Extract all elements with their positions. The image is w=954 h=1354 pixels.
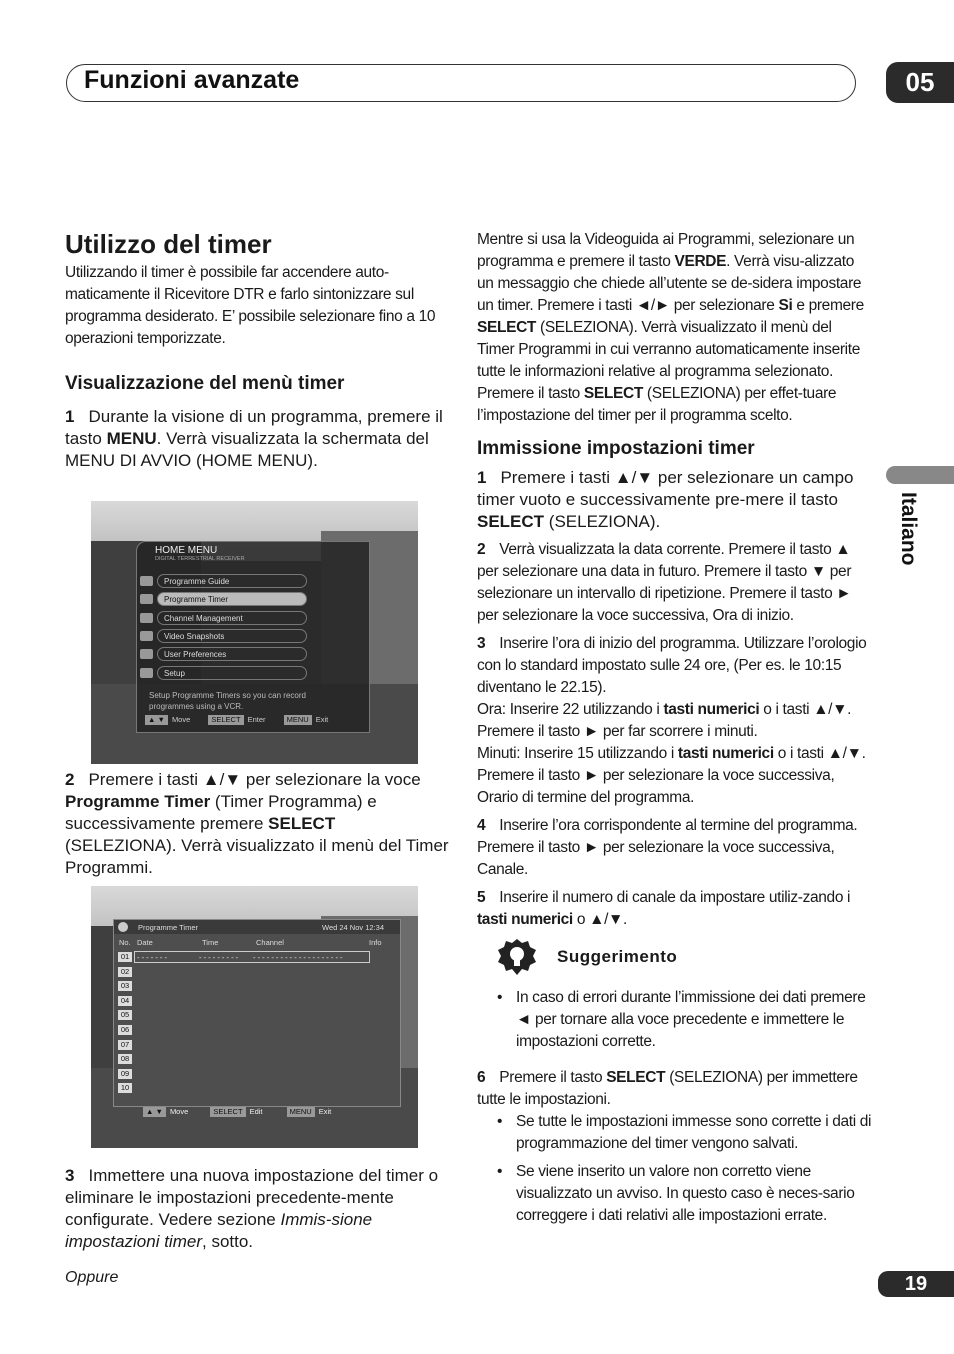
step-2: 2 Premere i tasti ▲/▼ per selezionare la voce Programme Timer (Timer Programma) e successivamente premere SELECT (SELEZIONA). Verrà visualizzato il menù del Timer Programmi. (65, 770, 449, 877)
entry-step-5: 5 Inserire il numero di canale da impostare utiliz-zando i tasti numerici o ▲/▼. (477, 889, 851, 928)
language-tab (886, 466, 954, 484)
page-number: 19 (878, 1271, 954, 1297)
timer-row-number[interactable]: 04 (118, 996, 132, 1006)
timer-columns: No. Date Time Channel Info (119, 938, 382, 947)
menu-item-icon (140, 613, 153, 623)
home-menu-subtitle: DIGITAL TERRESTRIAL RECEIVER (155, 556, 245, 562)
step-3: 3 Immettere una nuova impostazione del timer o eliminare le impostazioni precedente-mente configurate. Vedere sezione Immis-sione impostazioni timer, sotto. (65, 1166, 439, 1251)
arrow-keys-icon: ▲ ▼ (143, 1107, 166, 1117)
timer-row-1-fields[interactable]: - - - - - - - - - - - - - - - - - - - - - - - - - - - - - - - - - - - - (134, 951, 370, 963)
timer-row-number[interactable]: 06 (118, 1025, 132, 1035)
timer-header (114, 920, 400, 934)
menu-item[interactable]: Channel Management (157, 611, 307, 625)
help-text: Setup Programme Timers so you can record programmes using a VCR. (149, 691, 306, 711)
section-title: Funzioni avanzate (84, 66, 300, 94)
language-label: Italiano (897, 492, 920, 566)
entry-step-1: 1 Premere i tasti ▲/▼ per selezionare un campo timer vuoto e successivamente pre-mere il tasto SELECT (SELEZIONA). (477, 468, 854, 531)
entry-step-3: 3 Inserire l’ora di inizio del programma. Utilizzare l’orologio con lo standard impostato sulle 24 ore, (Per es. le 10:15 diventano le 22.15). Ora: Inserire 22 utilizzando i tasti numerici o i tasti ▲/▼. Premere il tasto ► per far scorrere i minuti. Minuti: Inserire 15 utilizzando i tasti numerici o i tasti ▲/▼. Premere il tasto ► per selezionare la voce successiva, Orario di termine del programma. (477, 635, 867, 806)
oppure-label: Oppure (65, 1269, 119, 1286)
timer-row-number[interactable]: 07 (118, 1040, 132, 1050)
menu-item-icon (140, 576, 153, 586)
intro-paragraph: Utilizzando il timer è possibile far accendere auto-maticamente il Ricevitore DTR e farlo sintonizzare sul programma desiderato. E’ possibile selezionare fino a 10 operazioni temporizzate. (65, 264, 436, 347)
menu-item-icon (140, 594, 153, 604)
osd-footer: ▲ ▼ Move SELECT Enter MENU Exit (145, 715, 361, 726)
timer-row-number[interactable]: 02 (118, 967, 132, 977)
timer-title: Programme Timer (138, 923, 199, 932)
timer-row-number[interactable]: 03 (118, 981, 132, 991)
timer-row-number[interactable]: 05 (118, 1010, 132, 1020)
result-list (477, 1111, 872, 1227)
timer-row-number[interactable]: 08 (118, 1054, 132, 1064)
epg-paragraph: Mentre si usa la Videoguida ai Programmi, selezionare un programma e premere il tasto VERDE. Verrà visu-alizzato un messaggio che chiede all’utente se de-sidera impostare un timer. Premere i tasti ◄/► per selezionare Si e premere SELECT (SELEZIONA). Verrà visualizzato il menù del Timer Programmi in cui verranno automaticamente inserite tutte le informazioni relative al programma selezionato. Premere il tasto SELECT (SELEZIONA) per effet-tuare l’impostazione del timer per il programma scelto. (477, 231, 864, 424)
step-1: 1 Durante la visione di un programma, premere il tasto MENU. Verrà visualizzata la schermata del MENU DI AVVIO (HOME MENU). (65, 407, 443, 470)
menu-item[interactable]: User Preferences (157, 647, 307, 661)
timer-row-number[interactable]: 09 (118, 1069, 132, 1079)
timer-panel (113, 919, 401, 1107)
tip-box (497, 937, 872, 977)
menu-item-icon (140, 649, 153, 659)
menu-item[interactable]: Setup (157, 666, 307, 680)
tip-bullet: • In caso di errori durante l’immissione dei dati premere ◄ per tornare alla voce precedente e immettere le impostazioni corrette. (477, 987, 872, 1053)
result-bullet: • Se viene inserito un valore non corretto viene visualizzato un avviso. In questo caso è neces-sario correggere i dati relativi alle impostazioni errate. (477, 1161, 872, 1227)
clock-icon (118, 922, 128, 932)
arrow-keys-icon: ▲ ▼ (145, 715, 168, 725)
menu-item[interactable]: Programme Timer (157, 592, 307, 606)
timer-row-number[interactable]: 01 (118, 952, 132, 962)
menu-item-icon (140, 631, 153, 641)
home-menu-panel (136, 541, 370, 733)
menu-item[interactable]: Video Snapshots (157, 629, 307, 643)
programme-timer-screenshot (91, 886, 418, 1148)
home-menu-screenshot (91, 501, 418, 764)
menu-item[interactable]: Programme Guide (157, 574, 307, 588)
tip-title: Suggerimento (557, 947, 678, 966)
home-menu-title: HOME MENU (155, 545, 218, 556)
subheading-timer-entry: Immissione impostazioni timer (477, 438, 755, 459)
page-heading: Utilizzo del timer (65, 229, 272, 259)
menu-item-icon (140, 668, 153, 678)
result-bullet: • Se tutte le impostazioni immesse sono corrette i dati di programmazione del timer vengono salvati. (477, 1111, 872, 1155)
tip-list (477, 987, 872, 1053)
left-column-mid (65, 769, 450, 879)
timer-row-number[interactable]: 10 (118, 1083, 132, 1093)
subheading-timer-menu: Visualizzazione del menù timer (65, 373, 345, 394)
entry-step-4: 4 Inserire l’ora corrispondente al termine del programma. Premere il tasto ► per selezionare la voce successiva, Canale. (477, 817, 858, 878)
left-column (65, 228, 450, 472)
entry-step-2: 2 Verrà visualizzata la data corrente. Premere il tasto ▲ per selezionare una data in futuro. Premere il tasto ▼ per selezionare un intervallo di ripetizione. Premere il tasto ► per selezionare la voce successiva, Ora di inizio. (477, 541, 852, 624)
osd-footer: ▲ ▼ Move SELECT Edit MENU Exit (143, 1107, 403, 1118)
right-column (477, 229, 872, 1227)
lightbulb-icon (497, 938, 537, 976)
entry-step-6: 6 Premere il tasto SELECT (SELEZIONA) per immettere tutte le impostazioni. (477, 1069, 858, 1108)
left-column-bottom (65, 1165, 450, 1289)
timer-datetime: Wed 24 Nov 12:34 (322, 923, 384, 932)
chapter-badge: 05 (886, 62, 954, 103)
